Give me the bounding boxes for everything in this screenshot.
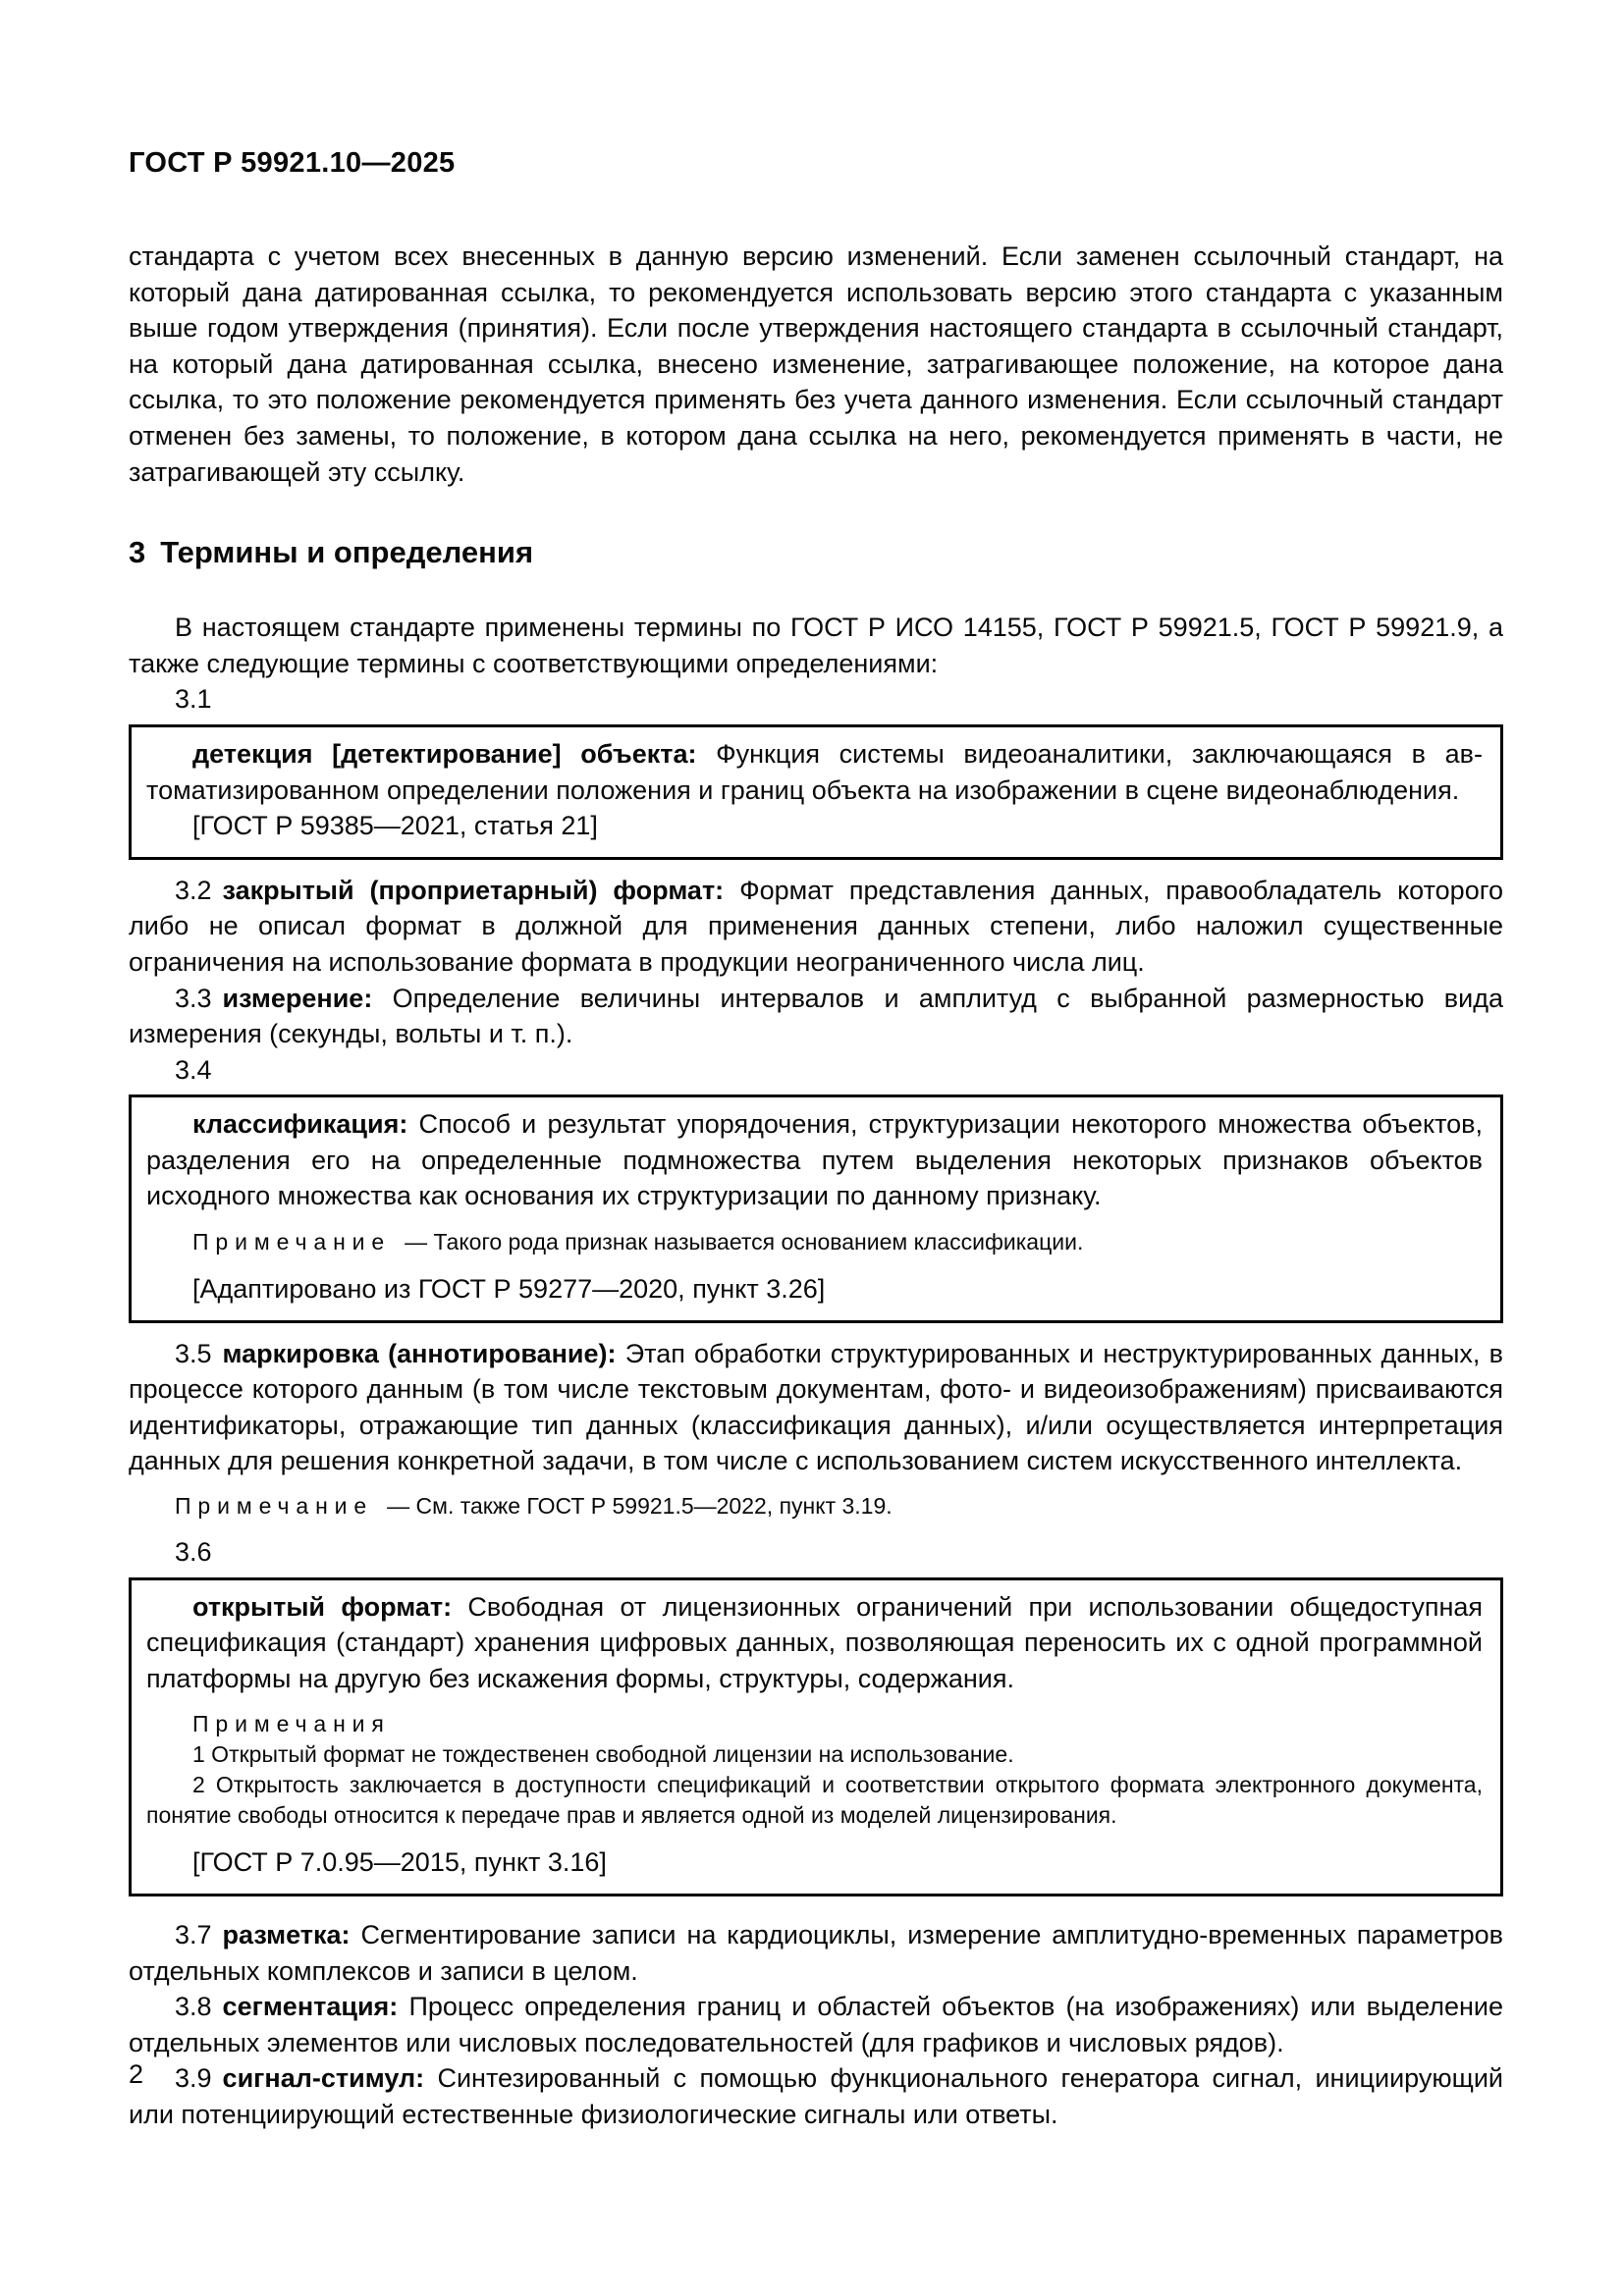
term-3-9-definition: Синтезированный с помощью функционального генератора сигнал, инициирующий или потенциирующий естественные физиологические сигналы или ответы. — [129, 2063, 1503, 2129]
term-3-5-note-text: — См. также ГОСТ Р 59921.5—2022, пункт 3.19. — [387, 1493, 893, 1520]
term-3-6-paragraph — [146, 1589, 1483, 1697]
term-3-6-note-1: 1 Открытый формат не тождественен свободной лицензии на использование. — [192, 1741, 1014, 1768]
term-3-4-source: [Адаптировано из ГОСТ Р 59277—2020, пункт 3.26] — [192, 1274, 826, 1305]
term-3-1-name: детекция [детектирование] объекта: — [192, 738, 697, 769]
term-3-3-number: 3.3 — [175, 983, 212, 1013]
term-3-3-paragraph — [129, 981, 1503, 1052]
term-3-4-definition: Способ и результат упорядочения, структуризации некоторого множества объектов, разделения его на определенные подмножества путем выделения некоторых признаков объектов исходного множества как основания их структуризации по данному признаку. — [146, 1109, 1483, 1211]
term-3-2-number: 3.2 — [175, 875, 212, 905]
term-3-4-note — [146, 1227, 1483, 1257]
term-3-6-name: открытый формат: — [192, 1591, 453, 1622]
term-3-9-number: 3.9 — [175, 2063, 212, 2094]
term-3-4-name: классификация: — [192, 1109, 408, 1140]
term-3-1-definition: Функция системы видеоаналитики, заключающаяся в автоматизированном определении положения и границ объекта на изображении в сцене видеонаблюдения. — [146, 738, 1483, 805]
term-3-1-number: 3.1 — [175, 684, 212, 715]
term-3-6-source: [ГОСТ Р 7.0.95—2015, пункт 3.16] — [192, 1847, 607, 1878]
term-3-7-paragraph — [129, 1917, 1503, 1989]
term-3-4-note-label: Примечание — [192, 1229, 392, 1255]
term-3-4-note-text: — Такого рода признак называется основанием классификации. — [405, 1229, 1084, 1255]
term-3-8-name: сегментация: — [222, 1992, 399, 2022]
term-3-5-number: 3.5 — [175, 1338, 212, 1368]
term-3-6-note-2: 2 Открытость заключается в доступности спецификаций и соответствии открытого формата электронного документа, понятие свободы относится к передаче прав и является одной из моделей лицензирования. — [146, 1772, 1483, 1829]
document-page — [129, 147, 1503, 2133]
section-intro: В настоящем стандарте применены термины по ГОСТ Р ИСО 14155, ГОСТ Р 59921.5, ГОСТ Р 59921.9, а также следующие термины с соответствующими определениями: — [129, 613, 1503, 678]
term-3-6-notes-label: Примечания — [192, 1711, 391, 1737]
term-3-9-name: сигнал-стимул: — [222, 2063, 425, 2094]
section-title: Термины и определения — [160, 535, 534, 570]
term-3-2-name: закрытый (проприетарный) формат: — [222, 875, 725, 905]
term-3-5-note — [129, 1491, 1503, 1522]
term-3-1-box — [129, 724, 1503, 860]
term-3-7-number: 3.7 — [175, 1920, 212, 1949]
term-3-4-number: 3.4 — [175, 1054, 212, 1085]
term-3-6-number: 3.6 — [175, 1537, 212, 1568]
term-3-7-name: разметка: — [222, 1920, 351, 1949]
term-3-5-paragraph — [129, 1336, 1503, 1479]
section-heading — [129, 535, 1503, 570]
term-3-7-definition: Сегментирование записи на кардиоциклы, измерение амплитудно-временных параметров отдельных комплексов и записи в целом. — [129, 1920, 1503, 1986]
term-3-4-paragraph — [146, 1106, 1483, 1214]
continuation-paragraph: стандарта с учетом всех внесенных в данную версию изменений. Если заменен ссылочный стандарт, на который дана датированная ссылка, то рекомендуется использовать версию этого стандарта с указанным выше годом утверждения (принятия). Если после утверждения настоящего стандарта в ссылочный стандарт, на который дана датированная ссылка, внесено изменение, затрагивающее положение, на которое дана ссылка, то это положение рекомендуется применять без учета данного изменения. Если ссылочный стандарт отменен без замены, то положение, в котором дана ссылка на него, рекомендуется применять в части, не затрагивающей эту ссылку. — [129, 241, 1503, 487]
term-3-8-paragraph — [129, 1989, 1503, 2060]
term-3-6-definition: Свободная от лицензионных ограничений при использовании общедоступная спецификация (стандарт) хранения цифровых данных, позволяющая переносить их с одной программной платформы на другую без искажения формы, структуры, содержания. — [146, 1591, 1483, 1693]
term-3-5-definition: Этап обработки структурированных и неструктурированных данных, в процессе которого данным (в том числе текстовым документам, фото- и видеоизображениям) присваиваются идентификаторы, отражающие тип данных (классификация данных), и/или осуществляется интерпретация данных для решения конкретной задачи, в том числе с использованием систем искусственного интеллекта. — [129, 1338, 1503, 1476]
term-3-4-box — [129, 1095, 1503, 1322]
term-3-8-definition: Процесс определения границ и областей объектов (на изображениях) или выделение отдельных элементов или числовых последовательностей (для графиков и числовых рядов). — [129, 1992, 1503, 2057]
term-3-6-box — [129, 1577, 1503, 1896]
term-3-1-source: [ГОСТ Р 59385—2021, статья 21] — [192, 811, 598, 841]
term-3-2-paragraph — [129, 873, 1503, 981]
term-3-8-number: 3.8 — [175, 1992, 212, 2022]
term-3-2-definition: Формат представления данных, правообладатель которого либо не описал формат в должной для применения данных степени, либо наложил существенные ограничения на использование формата в продукции неограниченного числа лиц. — [129, 875, 1503, 977]
term-3-5-note-label: Примечание — [175, 1493, 374, 1520]
term-3-5-name: маркировка (аннотирование): — [222, 1338, 617, 1368]
term-3-3-name: измерение: — [222, 983, 373, 1013]
term-3-3-definition: Определение величины интервалов и амплитуд с выбранной размерностью вида измерения (секунды, вольты и т. п.). — [129, 983, 1503, 1049]
section-number: 3 — [129, 535, 146, 570]
document-header-code: ГОСТ Р 59921.10—2025 — [129, 147, 456, 179]
term-3-9-paragraph — [129, 2060, 1503, 2132]
page-number: 2 — [129, 2059, 144, 2089]
term-3-1-paragraph — [146, 736, 1483, 808]
